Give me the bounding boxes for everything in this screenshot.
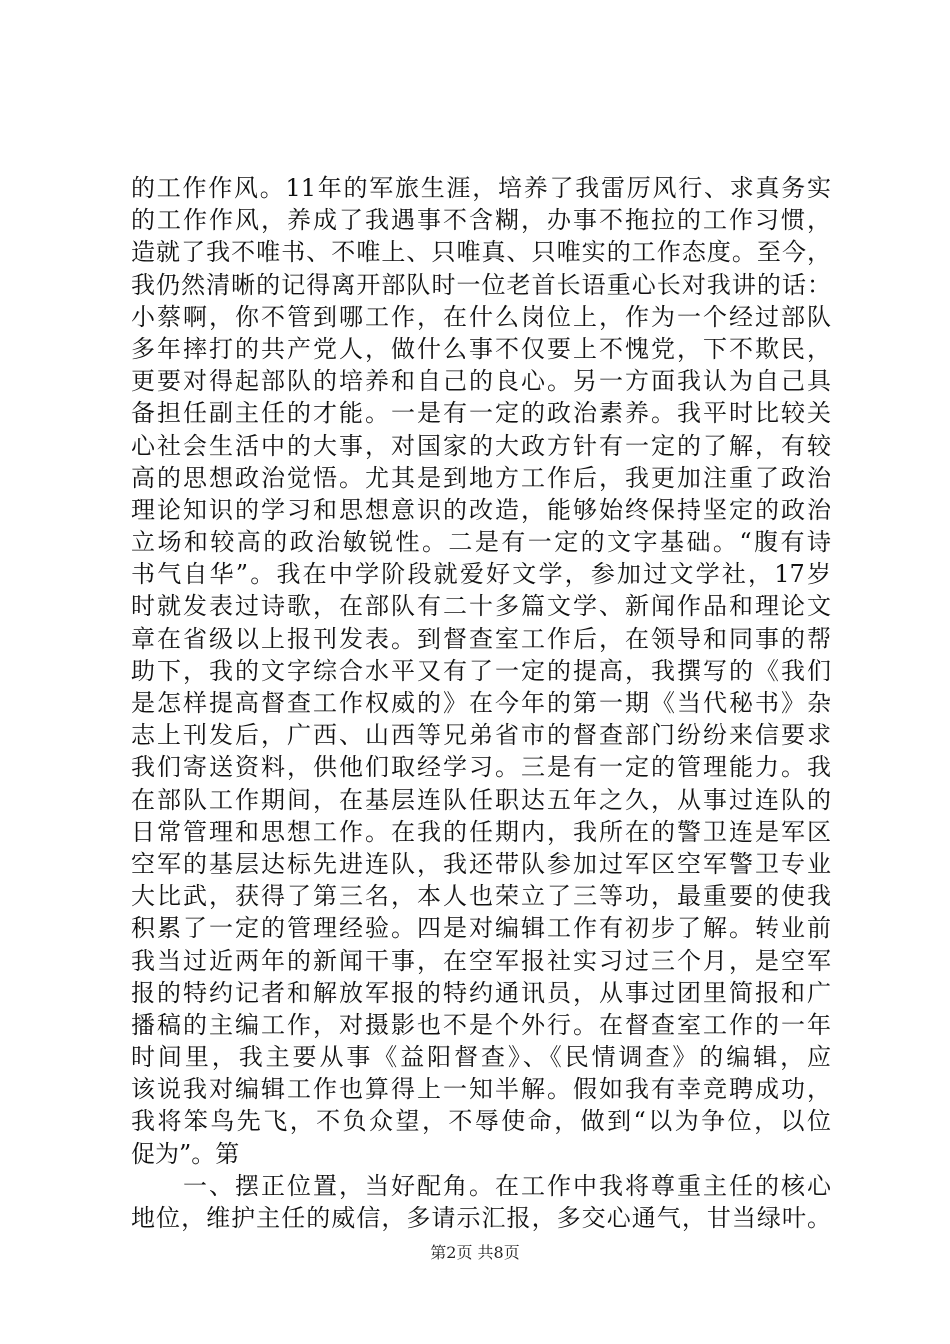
text-line: 高的思想政治觉悟。尤其是到地方工作后，我更加注重了政治 — [131, 463, 831, 492]
text-line: 造就了我不唯书、不唯上、只唯真、只唯实的工作态度。至今， — [131, 238, 831, 267]
text-line: 时间里，我主要从事《益阳督查》、《民情调查》的编辑，应 — [131, 1043, 831, 1072]
body-text — [131, 172, 831, 1234]
text-line: 一、摆正位置，当好配角。在工作中我将尊重主任的核心 — [131, 1171, 831, 1200]
text-line: 促为”。第 — [131, 1139, 240, 1168]
text-line: 理论知识的学习和思想意识的改造，能够始终保持坚定的政治 — [131, 495, 831, 524]
text-line: 多年摔打的共产党人，做什么事不仅要上不愧党，下不欺民， — [131, 334, 831, 363]
text-line: 小蔡啊，你不管到哪工作，在什么岗位上，作为一个经过部队 — [131, 302, 831, 331]
text-line: 志上刊发后，广西、山西等兄弟省市的督查部门纷纷来信要求 — [131, 721, 831, 750]
text-line: 我们寄送资料，供他们取经学习。三是有一定的管理能力。我 — [131, 753, 831, 782]
text-line: 在部队工作期间，在基层连队任职达五年之久，从事过连队的 — [131, 785, 831, 814]
text-line: 备担任副主任的才能。一是有一定的政治素养。我平时比较关 — [131, 399, 831, 428]
text-line: 立场和较高的政治敏锐性。二是有一定的文字基础。“腹有诗 — [131, 528, 831, 557]
text-line: 我将笨鸟先飞，不负众望，不辱使命，做到“以为争位，以位 — [131, 1107, 831, 1136]
text-line: 助下，我的文字综合水平又有了一定的提高，我撰写的《我们 — [131, 656, 831, 685]
text-line: 时就发表过诗歌，在部队有二十多篇文学、新闻作品和理论文 — [131, 592, 831, 621]
text-line: 我仍然清晰的记得离开部队时一位老首长语重心长对我讲的话： — [131, 270, 831, 299]
text-line: 更要对得起部队的培养和自己的良心。另一方面我认为自己具 — [131, 367, 831, 396]
text-line: 的工作作风。11年的军旅生涯，培养了我雷厉风行、求真务实 — [131, 174, 831, 202]
text-line: 书气自华”。我在中学阶段就爱好文学，参加过文学社，17岁 — [131, 560, 831, 589]
text-line: 是怎样提高督查工作权威的》在今年的第一期《当代秘书》杂 — [131, 689, 831, 717]
page-number-footer: 第2页 共8页 — [430, 1243, 520, 1262]
text-line: 日常管理和思想工作。在我的任期内，我所在的警卫连是军区 — [131, 817, 831, 846]
text-line: 章在省级以上报刊发表。到督查室工作后，在领导和同事的帮 — [131, 624, 831, 653]
text-line: 的工作作风，养成了我遇事不含糊，办事不拖拉的工作习惯， — [131, 206, 831, 235]
text-line: 大比武，获得了第三名，本人也荣立了三等功，最重要的使我 — [131, 882, 831, 911]
text-line: 报的特约记者和解放军报的特约通讯员，从事过团里简报和广 — [131, 978, 831, 1007]
text-line: 我当过近两年的新闻干事，在空军报社实习过三个月，是空军 — [131, 946, 831, 975]
text-line: 积累了一定的管理经验。四是对编辑工作有初步了解。转业前 — [131, 914, 831, 943]
text-line: 心社会生活中的大事，对国家的大政方针有一定的了解，有较 — [131, 431, 831, 460]
text-line: 地位，维护主任的威信，多请示汇报，多交心通气，甘当绿叶。 — [131, 1204, 831, 1232]
text-line: 播稿的主编工作，对摄影也不是个外行。在督查室工作的一年 — [131, 1010, 831, 1039]
text-line: 空军的基层达标先进连队，我还带队参加过军区空军警卫专业 — [131, 849, 831, 878]
text-line: 该说我对编辑工作也算得上一知半解。假如我有幸竞聘成功， — [131, 1075, 831, 1104]
